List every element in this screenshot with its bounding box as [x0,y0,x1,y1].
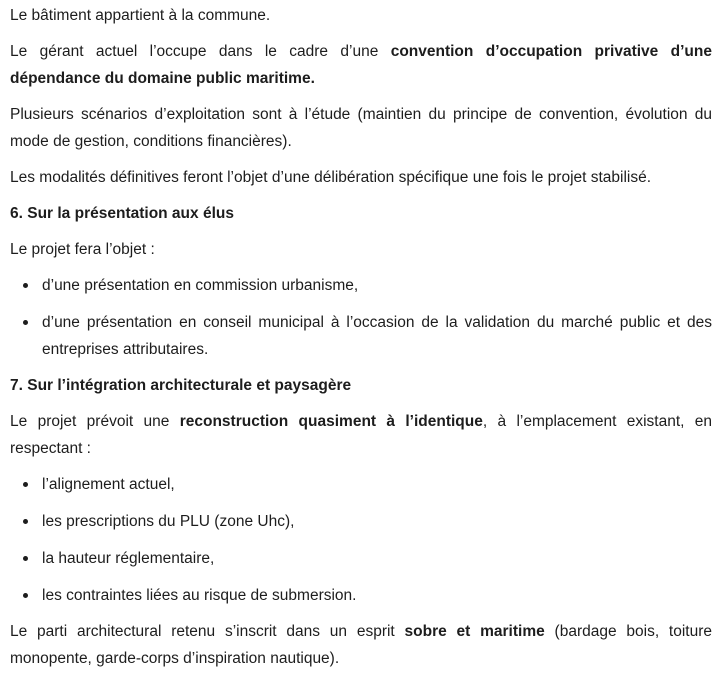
text-run: (bardage bois, toiture monopente, garde-corps d’inspiration nautique). [10,623,712,667]
bullet-icon [23,556,28,561]
text-run: Le bâtiment appartient à la commune. [10,7,271,24]
text-run: Le gérant actuel l’occupe dans le cadre d’une [10,43,391,60]
text-run: d’une présentation en commission urbanisme, [42,277,359,294]
section-heading [10,372,712,399]
paragraph [10,164,712,191]
text-run: Plusieurs scénarios d’exploitation sont à l’étude (maintien du principe de convention, évolution du mode de gestion, conditions financières). [10,106,712,150]
section-heading [10,200,712,227]
list-item [10,309,712,363]
bullet-list [10,471,712,609]
paragraph [10,2,712,29]
text-run: l’alignement actuel, [42,476,175,493]
text-run: d’une présentation en conseil municipal à l’occasion de la validation du marché public et des entreprises attributaires. [42,314,712,358]
bullet-list [10,272,712,363]
text-run: Le projet prévoit une [10,413,180,430]
paragraph [10,101,712,155]
paragraph [10,618,712,672]
text-run: , à l’emplacement existant, en respectant : [10,413,712,457]
text-run: convention d’occupation privative d’une dépendance du domaine public maritime. [10,43,712,87]
paragraph [10,38,712,92]
text-run: Le projet fera l’objet : [10,241,155,258]
text-run: la hauteur réglementaire, [42,550,215,567]
list-item [10,471,712,498]
list-item [10,545,712,572]
bullet-icon [23,283,28,288]
text-run: les contraintes liées au risque de submersion. [42,587,357,604]
text-run: Le parti architectural retenu s’inscrit dans un esprit [10,623,405,640]
paragraph [10,236,712,263]
text-run: sobre et maritime [404,623,545,640]
bullet-icon [23,320,28,325]
text-run: les prescriptions du PLU (zone Uhc), [42,513,295,530]
text-run: reconstruction quasiment à l’identique [179,413,483,430]
text-run: 7. Sur l’intégration architecturale et paysagère [10,377,352,394]
paragraph [10,408,712,462]
list-item [10,582,712,609]
text-run: Les modalités définitives feront l’objet d’une délibération spécifique une fois le projet stabilisé. [10,169,652,186]
bullet-icon [23,482,28,487]
list-item [10,272,712,299]
text-run: 6. Sur la présentation aux élus [10,205,234,222]
list-item [10,508,712,535]
bullet-icon [23,519,28,524]
bullet-icon [23,593,28,598]
